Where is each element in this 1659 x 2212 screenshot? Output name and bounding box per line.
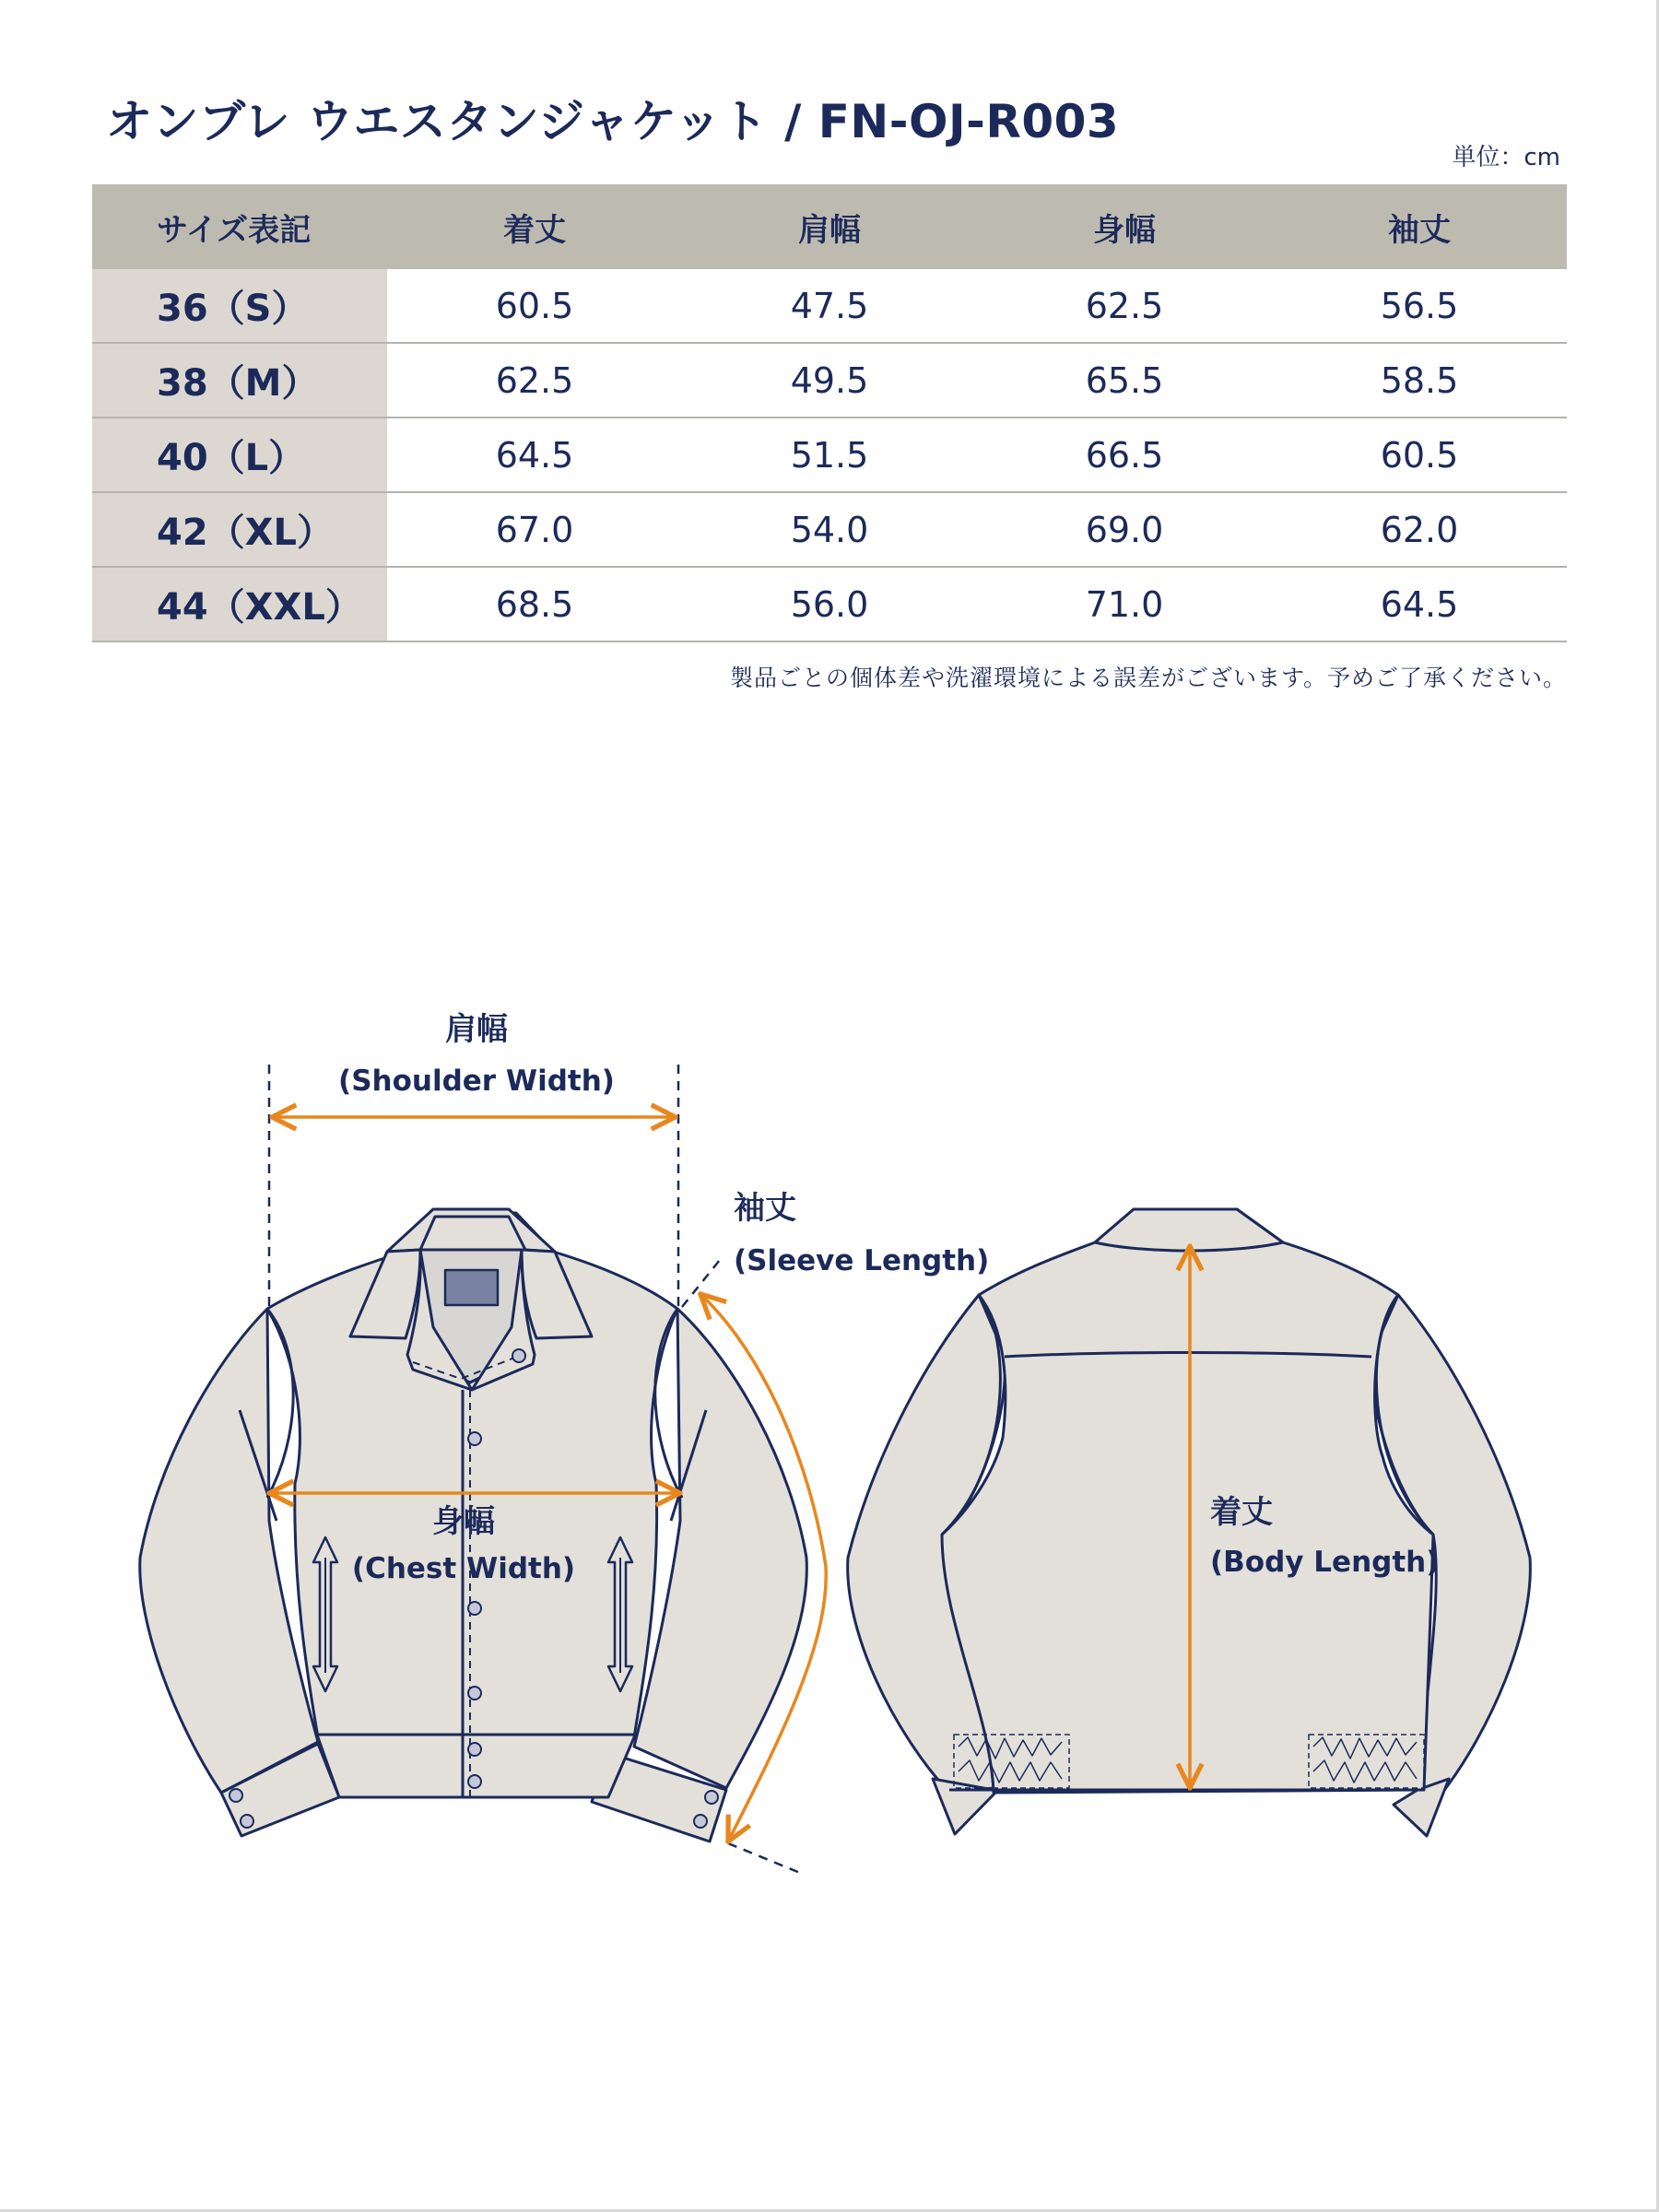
table-cell: 66.5 (977, 418, 1272, 492)
left-sleeve (140, 1309, 318, 1793)
back-body (942, 1209, 1433, 1793)
header-shoulder-width: 肩幅 (682, 184, 977, 269)
table-cell: 62.5 (977, 269, 1272, 343)
table-cell: 54.0 (682, 492, 977, 567)
header-sleeve-length: 袖丈 (1272, 184, 1567, 269)
neck-label (445, 1270, 498, 1305)
button (468, 1687, 481, 1700)
header-size: サイズ表記 (92, 184, 387, 269)
size-label: 42（XL） (92, 492, 387, 567)
table-cell: 62.5 (387, 343, 682, 418)
right-sleeve (634, 1309, 806, 1788)
table-cell: 64.5 (1272, 567, 1567, 641)
table-cell: 51.5 (682, 418, 977, 492)
table-cell: 69.0 (977, 492, 1272, 567)
cuff-button (229, 1789, 242, 1802)
table-cell: 62.0 (1272, 492, 1567, 567)
cuff-button (705, 1791, 718, 1804)
size-label: 36（S） (92, 269, 387, 343)
header-body-length: 着丈 (387, 184, 682, 269)
size-label: 38（M） (92, 343, 387, 418)
cuff-button (694, 1815, 707, 1828)
back-collar (1095, 1209, 1283, 1251)
button (468, 1602, 481, 1615)
size-label: 40（L） (92, 418, 387, 492)
sleeve-guide-bottom (728, 1843, 800, 1873)
button (468, 1432, 481, 1445)
table-cell: 49.5 (682, 343, 977, 418)
table-cell: 68.5 (387, 567, 682, 641)
sleeve-label-jp: 袖丈 (734, 1190, 796, 1227)
table-cell: 67.0 (387, 492, 682, 567)
shoulder-label-en: (Shoulder Width) (338, 1065, 615, 1098)
back-left-cuff (933, 1779, 995, 1834)
table-cell: 56.5 (1272, 269, 1567, 343)
table-cell: 60.5 (387, 269, 682, 343)
body-length-label-jp: 着丈 (1210, 1494, 1273, 1531)
button (468, 1743, 481, 1756)
sleeve-label-en: (Sleeve Length) (734, 1244, 990, 1277)
body-length-label-en: (Body Length) (1210, 1546, 1440, 1579)
product-title: オンブレ ウエスタンジャケット / FN-OJ-R003 (106, 95, 1120, 148)
button (468, 1775, 481, 1788)
table-cell: 60.5 (1272, 418, 1567, 492)
table-cell: 56.0 (682, 567, 977, 641)
disclaimer-note: 製品ごとの個体差や洗濯環境による誤差がございます。予めご了承ください。 (729, 665, 1567, 691)
table-cell: 71.0 (977, 567, 1272, 641)
chest-label-jp: 身幅 (432, 1503, 495, 1540)
header-chest-width: 身幅 (977, 184, 1272, 269)
cuff-button (241, 1815, 253, 1828)
sleeve-guide-top (682, 1255, 724, 1307)
table-cell: 58.5 (1272, 343, 1567, 418)
chest-label-en: (Chest Width) (351, 1552, 576, 1585)
table-cell: 64.5 (387, 418, 682, 492)
table-cell: 65.5 (977, 343, 1272, 418)
collar-button (512, 1349, 525, 1362)
table-cell: 47.5 (682, 269, 977, 343)
unit-label: 単位：cm (1452, 144, 1560, 171)
shoulder-label-jp: 肩幅 (445, 1011, 508, 1048)
size-label: 44（XXL） (92, 567, 387, 641)
